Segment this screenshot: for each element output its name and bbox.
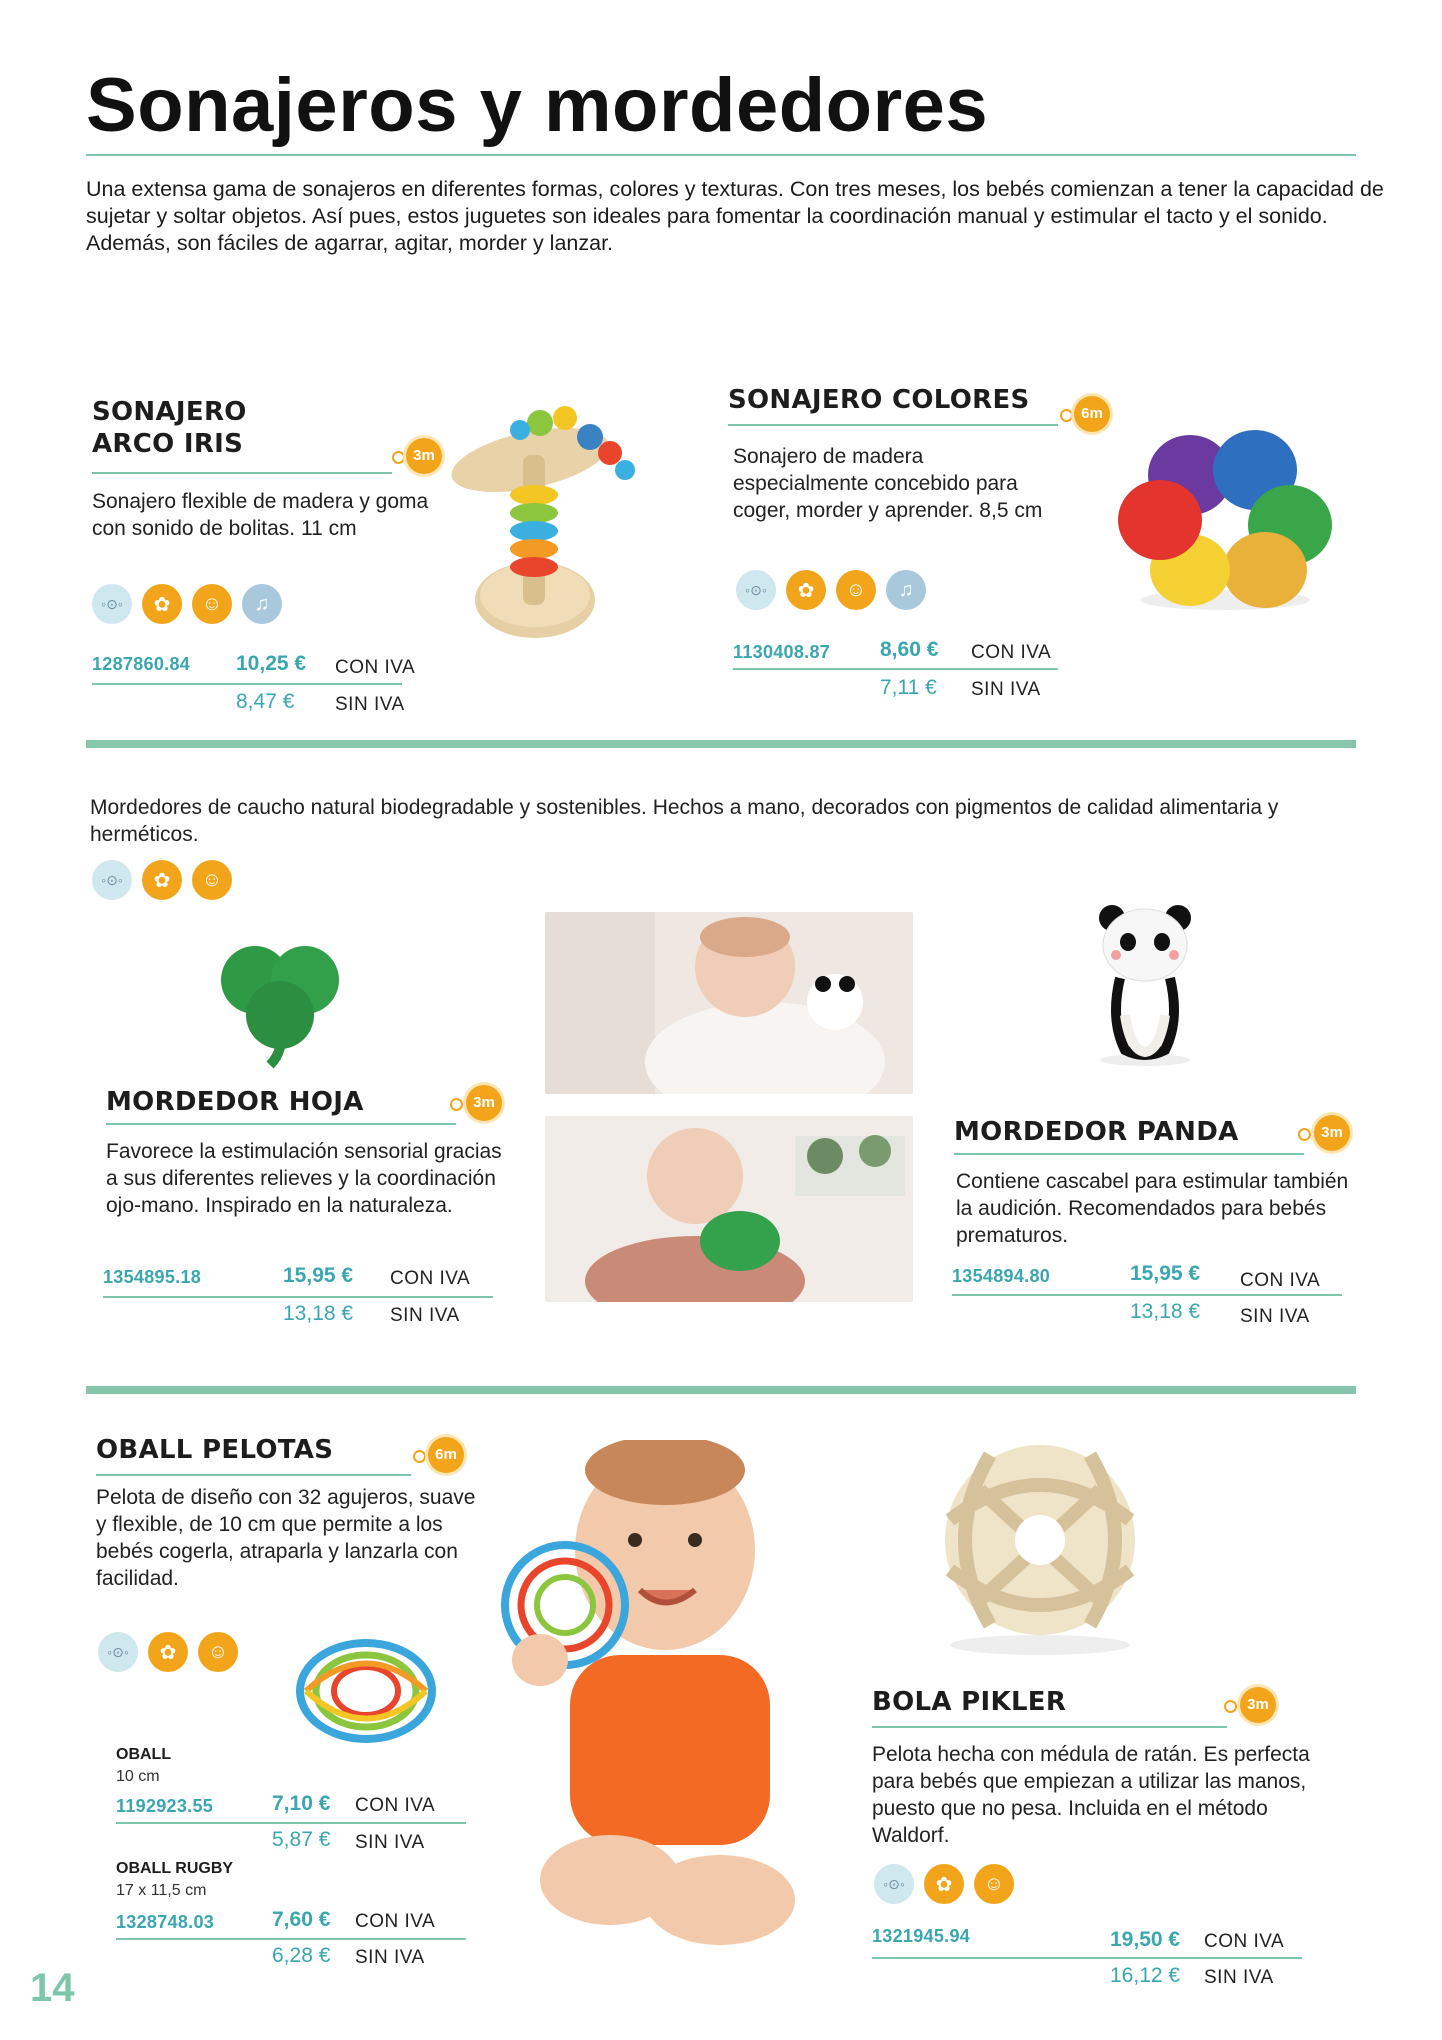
page-title: Sonajeros y mordedores (86, 63, 989, 148)
title-rule (96, 1474, 411, 1476)
price-con-iva: 8,60 € (880, 638, 939, 661)
product-title-colores: SONAJERO COLORES (728, 385, 1030, 415)
price-rule (733, 668, 1058, 670)
age-badge-connector (450, 1098, 463, 1111)
sin-iva-label: SIN IVA (1204, 1967, 1274, 1988)
con-iva-label: CON IVA (971, 642, 1052, 663)
sin-iva-label: SIN IVA (1240, 1306, 1310, 1327)
product-code: 1354894.80 (952, 1266, 1051, 1286)
product-title-pikler: BOLA PIKLER (872, 1687, 1067, 1717)
price-sin-iva: 6,28 € (272, 1944, 331, 1967)
product-code: 1130408.87 (733, 642, 831, 662)
title-line-1: SONAJERO (92, 397, 247, 427)
price-rule (952, 1294, 1342, 1296)
price-rule (92, 683, 402, 685)
variant-size: 17 x 11,5 cm (116, 1882, 207, 1899)
title-rule (728, 424, 1058, 426)
age-badge-6m: 6m (1074, 396, 1110, 432)
age-badge-connector (1224, 1700, 1237, 1713)
page-number: 14 (30, 1966, 75, 2010)
price-rule (872, 1957, 1302, 1959)
title-rule (872, 1726, 1227, 1728)
price-rule (103, 1296, 493, 1298)
price-con-iva: 15,95 € (283, 1264, 354, 1287)
price-rule (116, 1822, 466, 1824)
price-sin-iva: 8,47 € (236, 690, 295, 713)
motor-skills-icon: ✿ (786, 570, 826, 610)
product-title-panda: MORDEDOR PANDA (954, 1117, 1239, 1147)
age-badge-connector (413, 1450, 426, 1463)
product-desc: Sonajero flexible de madera y goma con sonido de bolitas. 11 cm (92, 490, 429, 540)
music-note-icon: ♫ (242, 584, 282, 624)
title-rule (106, 1123, 456, 1125)
panda-teether-image (1080, 900, 1210, 1070)
sin-iva-label: SIN IVA (335, 694, 405, 715)
motor-skills-icon: ✿ (142, 860, 182, 900)
sin-iva-label: SIN IVA (355, 1947, 425, 1968)
pikler-ball-image (920, 1430, 1160, 1660)
social-icon: ☺ (192, 860, 232, 900)
price-rule (116, 1938, 466, 1940)
motor-skills-icon: ✿ (148, 1632, 188, 1672)
sensory-icon: ◦⊙◦ (874, 1864, 914, 1904)
age-badge-3m: 3m (1240, 1687, 1276, 1723)
sin-iva-label: SIN IVA (971, 679, 1041, 700)
social-icon: ☺ (836, 570, 876, 610)
con-iva-label: CON IVA (390, 1268, 471, 1289)
baby-clover-photo (545, 1116, 913, 1302)
price-sin-iva: 13,18 € (283, 1302, 354, 1325)
baby-panda-photo (545, 912, 913, 1094)
age-badge-connector (392, 451, 405, 464)
variant-name: OBALL (116, 1746, 172, 1763)
feature-icons (874, 1864, 1014, 1904)
con-iva-label: CON IVA (355, 1795, 436, 1816)
product-code: 1192923.55 (116, 1796, 214, 1816)
variant-size: 10 cm (116, 1768, 160, 1785)
variant-name: OBALL RUGBY (116, 1860, 234, 1877)
product-title-hoja: MORDEDOR HOJA (106, 1087, 364, 1117)
age-badge-3m: 3m (406, 438, 442, 474)
age-badge-3m: 3m (1314, 1115, 1350, 1151)
product-code: 1287860.84 (92, 654, 191, 674)
con-iva-label: CON IVA (355, 1911, 436, 1932)
baby-oball-photo (500, 1440, 810, 1980)
con-iva-label: CON IVA (1240, 1270, 1321, 1291)
sin-iva-label: SIN IVA (390, 1305, 460, 1326)
feature-icons (92, 584, 282, 624)
product-desc: Sonajero de madera especialmente concebido para coger, morder y aprender. 8,5 cm (733, 445, 1043, 522)
rainbow-rattle-image (440, 385, 670, 665)
mordedores-intro: Mordedores de caucho natural biodegradable y sostenibles. Hechos a mano, decorados con pigmentos de calidad alimentaria y herméticos. (90, 796, 1279, 846)
price-sin-iva: 16,12 € (1110, 1964, 1181, 1987)
feature-icons (92, 860, 232, 900)
feature-icons (736, 570, 926, 610)
social-icon: ☺ (974, 1864, 1014, 1904)
price-con-iva: 19,50 € (1110, 1928, 1181, 1951)
age-badge-connector (1060, 409, 1073, 422)
age-badge-6m: 6m (428, 1437, 464, 1473)
music-note-icon: ♫ (886, 570, 926, 610)
price-con-iva: 7,60 € (272, 1908, 331, 1931)
price-con-iva: 7,10 € (272, 1792, 331, 1815)
con-iva-label: CON IVA (335, 657, 416, 678)
price-sin-iva: 5,87 € (272, 1828, 331, 1851)
product-desc: Pelota hecha con médula de ratán. Es perfecta para bebés que empiezan a utilizar las manos, puesto que no pesa. Incluida en el método Waldorf. (872, 1743, 1310, 1847)
product-code: 1328748.03 (116, 1912, 215, 1932)
clover-teether-image (200, 930, 360, 1070)
color-rattle-image (1110, 420, 1340, 620)
social-icon: ☺ (198, 1632, 238, 1672)
sensory-icon: ◦⊙◦ (92, 584, 132, 624)
sin-iva-label: SIN IVA (355, 1832, 425, 1853)
product-code: 1321945.94 (872, 1926, 971, 1946)
title-line-2: ARCO IRIS (92, 429, 244, 459)
motor-skills-icon: ✿ (924, 1864, 964, 1904)
product-title-oball: OBALL PELOTAS (96, 1435, 334, 1465)
price-sin-iva: 7,11 € (880, 676, 937, 699)
social-icon: ☺ (192, 584, 232, 624)
price-con-iva: 15,95 € (1130, 1262, 1201, 1285)
product-desc: Favorece la estimulación sensorial gracias a sus diferentes relieves y la coordinación ojo-mano. Inspirado en la naturaleza. (106, 1140, 502, 1217)
product-title-arco-iris (92, 396, 247, 460)
section-divider (86, 1386, 1356, 1394)
product-desc: Pelota de diseño con 32 agujeros, suave y flexible, de 10 cm que permite a los bebés cogerla, atraparla y lanzarla con facilidad. (96, 1486, 476, 1590)
age-badge-connector (1298, 1128, 1311, 1141)
sensory-icon: ◦⊙◦ (92, 860, 132, 900)
sensory-icon: ◦⊙◦ (736, 570, 776, 610)
product-code: 1354895.18 (103, 1267, 202, 1287)
title-rule (954, 1153, 1304, 1155)
age-badge-3m: 3m (466, 1085, 502, 1121)
price-sin-iva: 13,18 € (1130, 1300, 1201, 1323)
motor-skills-icon: ✿ (142, 584, 182, 624)
title-rule (92, 472, 392, 474)
feature-icons (98, 1632, 238, 1672)
price-con-iva: 10,25 € (236, 652, 307, 675)
section-divider (86, 740, 1356, 748)
title-rule (86, 154, 1356, 156)
oball-rugby-image (296, 1636, 436, 1746)
con-iva-label: CON IVA (1204, 1931, 1285, 1952)
intro-text: Una extensa gama de sonajeros en diferentes formas, colores y texturas. Con tres meses, los bebés comienzan a tener la capacidad de sujetar y soltar objetos. Así pues, estos juguetes son ideales para fomentar la coordinación manual y estimular el tacto y el sonido. Además, son fáciles de agarrar, agitar, morder y lanzar. (86, 177, 1384, 255)
sensory-icon: ◦⊙◦ (98, 1632, 138, 1672)
product-desc: Contiene cascabel para estimular también la audición. Recomendados para bebés prematuros. (956, 1170, 1349, 1247)
